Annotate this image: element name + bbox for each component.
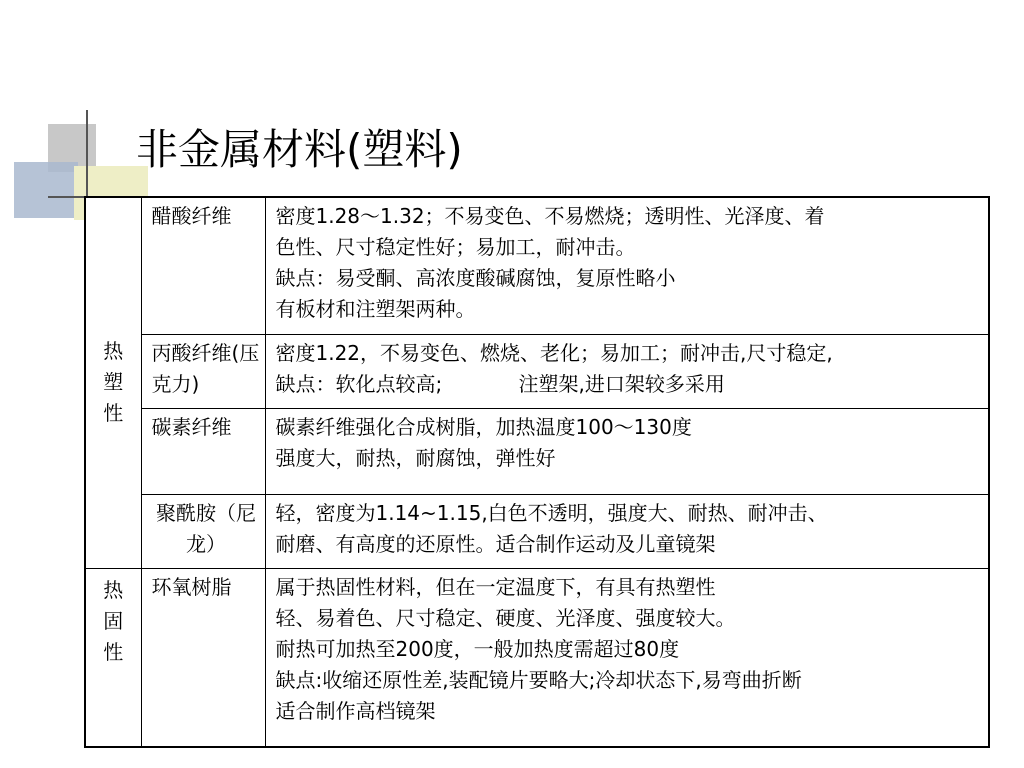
description-line: 强度大，耐热，耐腐蚀，弹性好 bbox=[275, 445, 556, 470]
description-cell bbox=[265, 334, 989, 408]
table-row bbox=[85, 197, 989, 334]
material-name: 丙酸纤维(压克力) bbox=[151, 340, 260, 396]
description-line: 密度1.28～1.32；不易变色、不易燃烧；透明性、光泽度、着 bbox=[275, 204, 825, 228]
category-label: 热塑性 bbox=[103, 339, 124, 426]
description-line: 耐热可加热至200度，一般加热度需超过80度 bbox=[275, 636, 680, 661]
description-line: 适合制作高档镜架 bbox=[275, 698, 436, 723]
material-cell bbox=[141, 408, 265, 494]
description-line: 轻，密度为1.14~1.15,白色不透明，强度大、耐热、耐冲击、 bbox=[275, 500, 828, 525]
description-cell bbox=[265, 197, 989, 334]
material-cell bbox=[141, 568, 265, 747]
material-cell bbox=[141, 494, 265, 568]
description-cell bbox=[265, 408, 989, 494]
material-name: 环氧树脂 bbox=[151, 574, 232, 599]
table-row bbox=[85, 408, 989, 494]
description-line: 缺点：易受酮、高浓度酸碱腐蚀，复原性略小 bbox=[275, 266, 676, 290]
table-row bbox=[85, 568, 989, 747]
description-line: 碳素纤维强化合成树脂，加热温度100～130度 bbox=[275, 414, 692, 439]
description-line: 耐磨、有高度的还原性。适合制作运动及儿童镜架 bbox=[275, 531, 716, 556]
table-row bbox=[85, 334, 989, 408]
materials-table bbox=[84, 196, 990, 748]
description-cell bbox=[265, 494, 989, 568]
description-line: 轻、易着色、尺寸稳定、硬度、光泽度、强度较大。 bbox=[275, 605, 736, 630]
category-cell bbox=[85, 197, 141, 568]
material-name: 醋酸纤维 bbox=[151, 204, 232, 228]
description-cell bbox=[265, 568, 989, 747]
description-line: 有板材和注塑架两种。 bbox=[275, 297, 476, 321]
category-cell bbox=[85, 568, 141, 747]
material-cell bbox=[141, 197, 265, 334]
description-line: 密度1.22，不易变色、燃烧、老化；易加工；耐冲击,尺寸稳定, bbox=[275, 340, 833, 365]
description-line: 缺点:收缩还原性差,装配镜片要略大;冷却状态下,易弯曲折断 bbox=[275, 667, 802, 692]
description-line: 缺点：软化点较高; 注塑架,进口架较多采用 bbox=[275, 371, 725, 396]
description-line: 属于热固性材料，但在一定温度下，有具有热塑性 bbox=[275, 574, 716, 599]
material-name: 碳素纤维 bbox=[151, 414, 232, 439]
description-line: 色性、尺寸稳定性好；易加工，耐冲击。 bbox=[275, 235, 636, 259]
decor-blue-square bbox=[14, 162, 78, 218]
slide-title: 非金属材料(塑料) bbox=[136, 125, 463, 174]
material-name: 聚酰胺（尼龙） bbox=[156, 500, 256, 556]
table-row bbox=[85, 494, 989, 568]
material-cell bbox=[141, 334, 265, 408]
category-label: 热固性 bbox=[103, 577, 124, 664]
